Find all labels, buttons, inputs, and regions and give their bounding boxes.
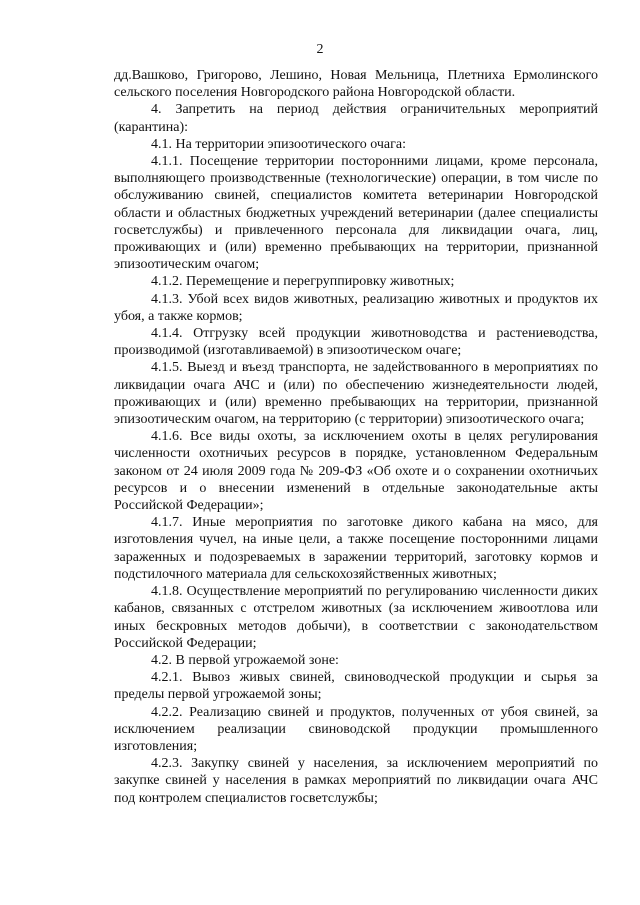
paragraph-4-2-1: 4.2.1. Вывоз живых свиней, свиноводческой продукции и сырья за пределы первой угрожаемой зоны; <box>114 670 598 703</box>
paragraph-4: 4. Запретить на период действия ограничительных мероприятий (карантина): <box>114 102 598 135</box>
paragraph-4-1-7: 4.1.7. Иные мероприятия по заготовке дикого кабана на мясо, для изготовления чучел, на иные цели, а также посещение посторонними лицами зараженных и подозреваемых в заражении территорий, заготовку кормов и подстилочного материала для сельскохозяйственных животных; <box>114 515 598 582</box>
page-number: 2 <box>316 42 324 57</box>
paragraph-4-1-8: 4.1.8. Осуществление мероприятий по регулированию численности диких кабанов, связанных с отстрелом животных (за исключением живоотлова или иных бескровных методов добычи), в соответствии с законодательством Российской Федерации; <box>114 584 598 651</box>
paragraph-4-1-5: 4.1.5. Выезд и въезд транспорта, не задействованного в мероприятиях по ликвидации очага АЧС и (или) по обеспечению жизнедеятельности людей, проживающих и (или) временно пребывающих на территории, признанной эпизоотическим очагом, на территорию (с территории) эпизоотического очага; <box>114 360 598 428</box>
paragraph-4-2: 4.2. В первой угрожаемой зоне: <box>151 652 339 668</box>
paragraph-4-1-3: 4.1.3. Убой всех видов животных, реализацию животных и продуктов их убоя, а также кормов; <box>114 291 598 324</box>
paragraph-4-1: 4.1. На территории эпизоотического очага: <box>151 136 406 152</box>
paragraph-4-1-4: 4.1.4. Отгрузку всей продукции животноводства и растениеводства, производимой (изготавливаемой) в эпизоотическом очаге; <box>114 326 598 359</box>
paragraph-4-1-1: 4.1.1. Посещение территории посторонними лицами, кроме персонала, выполняющего производственные (технологические) операции, в том числе по обслуживанию свиней, специалистов комитета ветеринарии Новгородской области и областных бюджетных учреждений ветеринарии (далее специалисты госветслужбы) и привлеченного персонала для ликвидации очага, лиц, проживающих и (или) временно пребывающих на территории, признанной эпизоотическим очагом; <box>114 154 598 273</box>
paragraph-address-continuation: дд.Вашково, Григорово, Лешино, Новая Мельница, Плетниха Ермолинского сельского поселения Новгородского района Новгородской области. <box>114 68 598 101</box>
paragraph-4-2-2: 4.2.2. Реализацию свиней и продуктов, полученных от убоя свиней, за исключением реализации свиноводской продукции промышленного изготовления; <box>114 704 598 754</box>
paragraph-4-1-2: 4.1.2. Перемещение и перегруппировку животных; <box>151 274 455 290</box>
document-body <box>114 67 598 807</box>
paragraph-4-2-3: 4.2.3. Закупку свиней у населения, за исключением мероприятий по закупке свиней у населения в рамках мероприятий по ликвидации очага АЧС под контролем специалистов госветслужбы; <box>114 756 598 806</box>
paragraph-4-1-6: 4.1.6. Все виды охоты, за исключением охоты в целях регулирования численности охотничьих ресурсов в порядке, установленном Федеральным законом от 24 июля 2009 года № 209-ФЗ «Об охоте и о сохранении охотничьих ресурсов и о внесении изменений в отдельные законодательные акты Российской Федерации»; <box>114 429 598 514</box>
